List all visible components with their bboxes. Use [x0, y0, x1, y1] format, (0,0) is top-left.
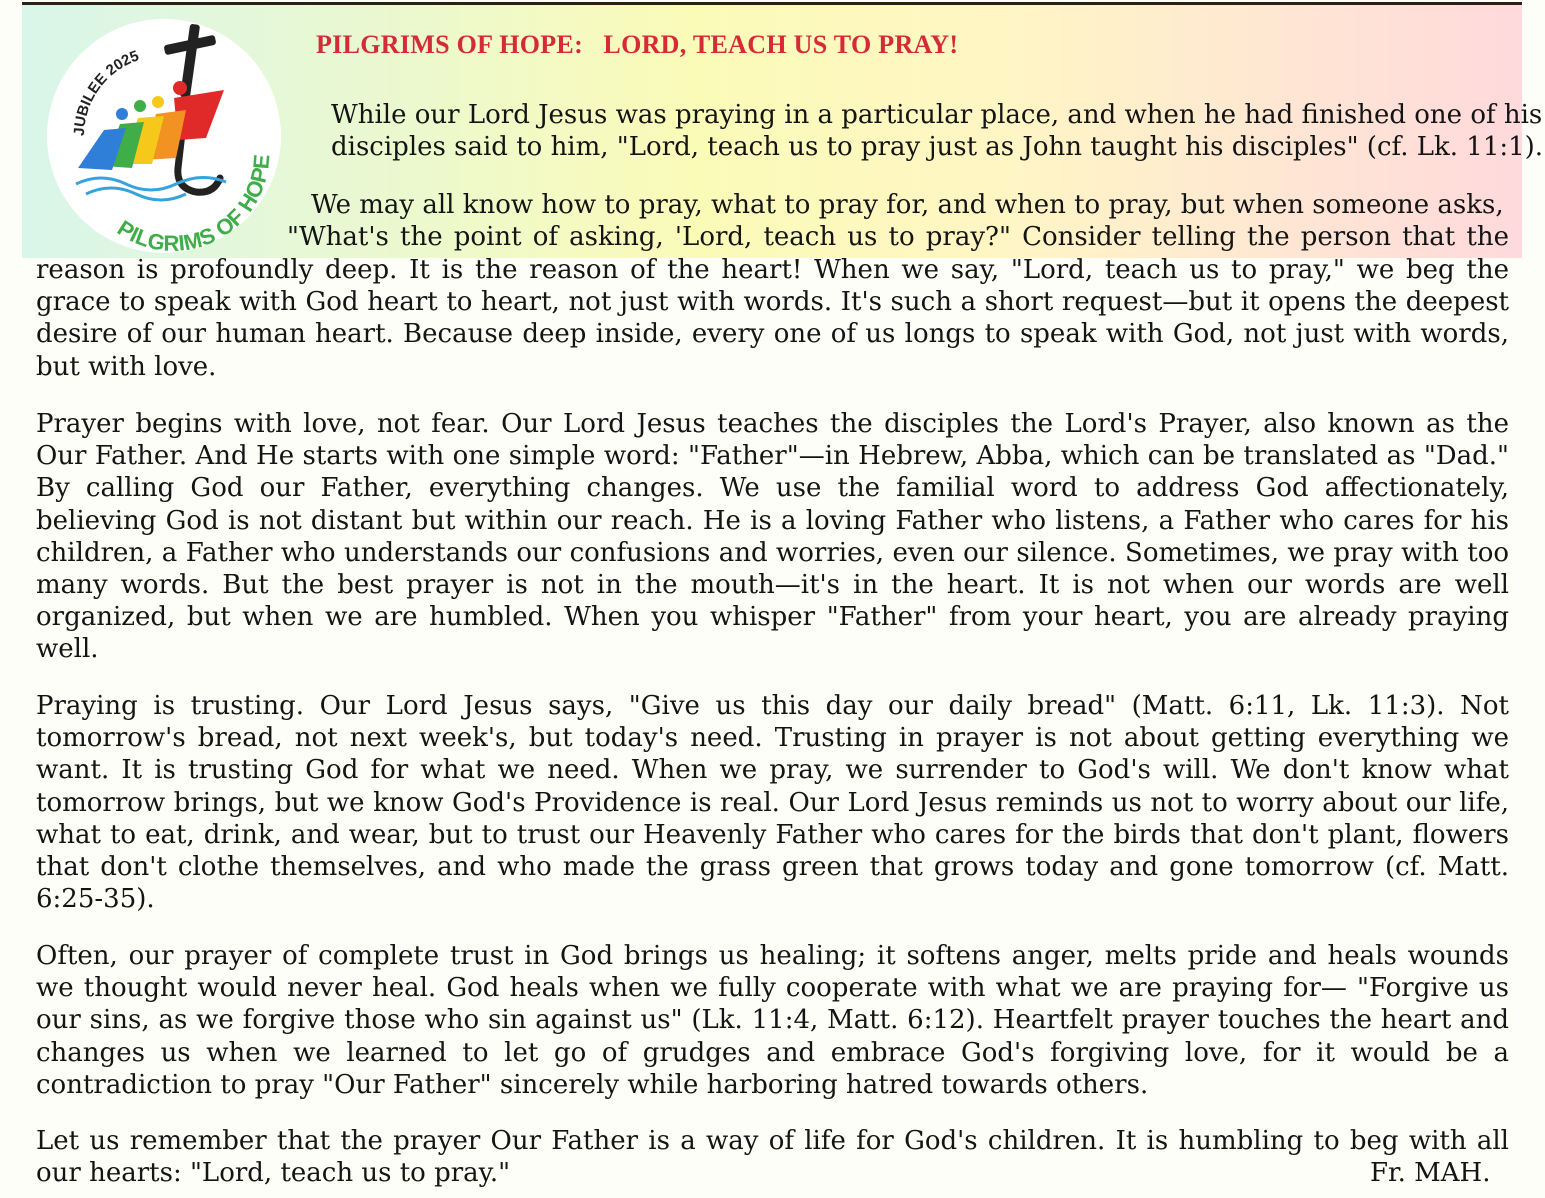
paragraph-1-line-2: "What's the point of asking, 'Lord, teach us to pray?" Consider telling the person that the	[287, 222, 1509, 252]
paragraph-4: Often, our prayer of complete trust in God brings us healing; it softens anger, melts pride and heals wounds we thought would never heal. God heals when we fully cooperate with what we are praying for— "Forgive us our sins, as we forgive those who sin against us" (Lk. 11:4, Matt. 6:12). Heartfelt prayer touches the heart and changes us when we learned to let go of grudges and embrace God's forgiving love, for it would be a contradiction to pray "Our Father" sincerely while harboring hatred towards others.	[36, 941, 1509, 1100]
paragraph-1: reason is profoundly deep. It is the reason of the heart! When we say, "Lord, teach us to pray," we beg the grace to speak with God heart to heart, not just with words. It's such a short request—but it opens the deepest desire of our human heart. Because deep inside, every one of us longs to speak with God, not just with words, but with love.	[36, 255, 1509, 382]
logo-arc-bottom-text: PILGRIMS OF HOPE	[113, 153, 275, 254]
figure-blue-head-icon	[116, 108, 128, 120]
paragraph-5-line-1: Let us remember that the prayer Our Father is a way of life for God's children. It is humbling to beg with all	[36, 1126, 1509, 1156]
intro-line-1: While our Lord Jesus was praying in a particular place, and when he had finished one of his	[331, 100, 1543, 130]
paragraph-2: Prayer begins with love, not fear. Our Lord Jesus teaches the disciples the Lord's Prayer, also known as the Our Father. And He starts with one simple word: "Father"—in Hebrew, Abba, which can be translated as "Dad." By calling God our Father, everything changes. We use the familial word to address God affectionately, believing God is not distant but within our reach. He is a loving Father who listens, a Father who cares for his children, a Father who understands our confusions and worries, even our silence. Sometimes, we pray with too many words. But the best prayer is not in the mouth—it's in the heart. It is not when our words are well organized, but when we are humbled. When you whisper "Father" from your heart, you are already praying well.	[36, 409, 1509, 665]
jubilee-logo	[46, 18, 282, 254]
figure-yellow-head-icon	[152, 96, 164, 108]
page-title: PILGRIMS OF HOPE: LORD, TEACH US TO PRAY!	[316, 30, 959, 59]
paragraph-5-line-2: our hearts: "Lord, teach us to pray."	[36, 1158, 511, 1188]
logo-arc-top-text: JUBILEE 2025	[70, 47, 142, 137]
intro-line-2: disciples said to him, "Lord, teach us to pray just as John taught his disciples" (cf. Lk. 11:1).	[331, 132, 1544, 162]
figure-red-head-icon	[173, 81, 187, 95]
paragraph-1-line-1: We may all know how to pray, what to pray for, and when to pray, but when someone asks,	[311, 190, 1504, 220]
paragraph-3: Praying is trusting. Our Lord Jesus says, "Give us this day our daily bread" (Matt. 6:11, Lk. 11:3). Not tomorrow's bread, not next week's, but today's need. Trusting in prayer is not about getting everything we want. It is trusting God for what we need. When we pray, we surrender to God's will. We don't know what tomorrow brings, but we know God's Providence is real. Our Lord Jesus reminds us not to worry about our life, what to eat, drink, and wear, but to trust our Heavenly Father who cares for the birds that don't plant, flowers that don't clothe themselves, and who made the grass green that grows today and gone tomorrow (cf. Matt. 6:25-35).	[36, 691, 1509, 915]
figure-green-head-icon	[134, 100, 146, 112]
signature: Fr. MAH.	[1370, 1158, 1491, 1188]
